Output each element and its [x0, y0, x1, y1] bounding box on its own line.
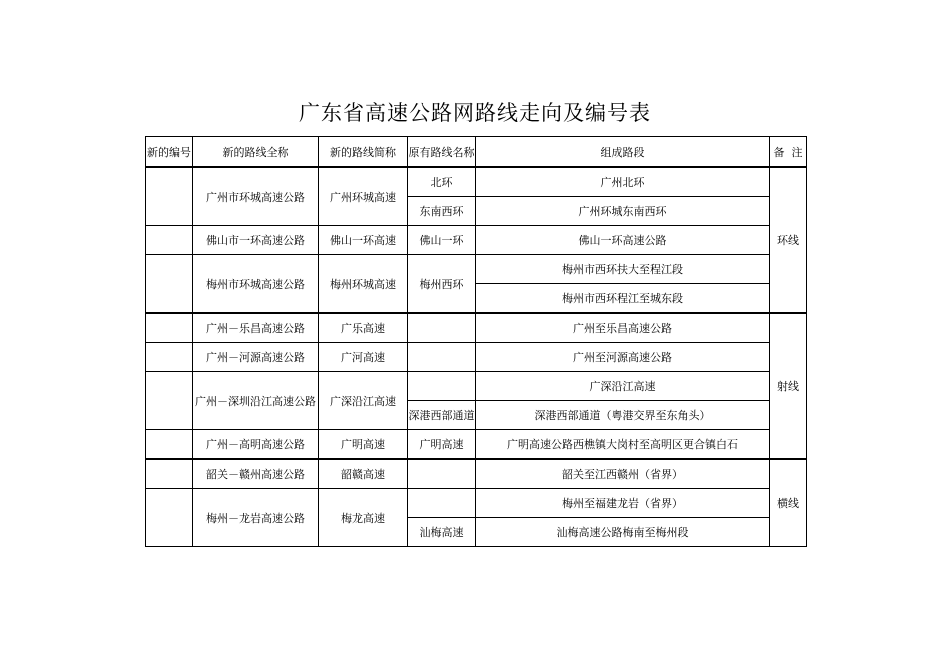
original-name: 广明高速 — [408, 430, 476, 460]
route-short-name: 韶赣高速 — [319, 459, 408, 489]
table-row — [146, 459, 807, 489]
table-row — [146, 167, 807, 197]
section: 深港西部通道（粤港交界至东角头） — [476, 401, 770, 430]
header-row — [146, 137, 807, 168]
route-number — [146, 255, 193, 314]
route-full-name: 梅州－龙岩高速公路 — [193, 489, 319, 547]
section: 汕梅高速公路梅南至梅州段 — [476, 518, 770, 547]
section: 梅州市西环扶大至程江段 — [476, 255, 770, 284]
header-remark: 备 注 — [770, 137, 807, 168]
table-row — [146, 430, 807, 460]
route-short-name: 梅龙高速 — [319, 489, 408, 547]
section: 梅州至福建龙岩（省界） — [476, 489, 770, 518]
section: 广州北环 — [476, 167, 770, 197]
section: 广深沿江高速 — [476, 372, 770, 401]
route-number — [146, 226, 193, 255]
section: 韶关至江西赣州（省界） — [476, 459, 770, 489]
table-row — [146, 226, 807, 255]
header-original-name: 原有路线名称 — [408, 137, 476, 168]
original-name: 东南西环 — [408, 197, 476, 226]
header-sections: 组成路段 — [476, 137, 770, 168]
route-number — [146, 430, 193, 460]
original-name: 深港西部通道 — [408, 401, 476, 430]
route-number — [146, 459, 193, 489]
section: 广明高速公路西樵镇大岗村至高明区更合镇白石 — [476, 430, 770, 460]
original-name — [408, 459, 476, 489]
original-name — [408, 489, 476, 518]
section: 佛山一环高速公路 — [476, 226, 770, 255]
route-short-name: 广明高速 — [319, 430, 408, 460]
route-number — [146, 489, 193, 547]
section: 广州环城东南西环 — [476, 197, 770, 226]
table-row — [146, 372, 807, 401]
route-table — [145, 136, 807, 547]
route-full-name: 广州－高明高速公路 — [193, 430, 319, 460]
remark: 环线 — [770, 167, 807, 313]
route-number — [146, 372, 193, 430]
remark: 横线 — [770, 459, 807, 547]
original-name — [408, 343, 476, 372]
route-short-name: 梅州环城高速 — [319, 255, 408, 314]
original-name — [408, 372, 476, 401]
remark: 射线 — [770, 313, 807, 459]
route-number — [146, 343, 193, 372]
route-full-name: 广州－乐昌高速公路 — [193, 313, 319, 343]
route-short-name: 佛山一环高速 — [319, 226, 408, 255]
header-short-name: 新的路线简称 — [319, 137, 408, 168]
table-row — [146, 489, 807, 518]
route-number — [146, 167, 193, 226]
table-row — [146, 255, 807, 284]
original-name — [408, 313, 476, 343]
table-row — [146, 313, 807, 343]
route-number — [146, 313, 193, 343]
route-full-name: 佛山市一环高速公路 — [193, 226, 319, 255]
original-name: 梅州西环 — [408, 255, 476, 314]
table-row — [146, 343, 807, 372]
route-full-name: 梅州市环城高速公路 — [193, 255, 319, 314]
route-full-name: 韶关－赣州高速公路 — [193, 459, 319, 489]
original-name: 佛山一环 — [408, 226, 476, 255]
header-new-number: 新的编号 — [146, 137, 193, 168]
route-full-name: 广州－深圳沿江高速公路 — [193, 372, 319, 430]
original-name: 北环 — [408, 167, 476, 197]
section: 广州至河源高速公路 — [476, 343, 770, 372]
header-full-name: 新的路线全称 — [193, 137, 319, 168]
route-short-name: 广河高速 — [319, 343, 408, 372]
route-full-name: 广州市环城高速公路 — [193, 167, 319, 226]
route-full-name: 广州－河源高速公路 — [193, 343, 319, 372]
page-title: 广东省高速公路网路线走向及编号表 — [299, 101, 651, 125]
route-short-name: 广深沿江高速 — [319, 372, 408, 430]
route-short-name: 广州环城高速 — [319, 167, 408, 226]
section: 梅州市西环程江至城东段 — [476, 284, 770, 314]
original-name: 汕梅高速 — [408, 518, 476, 547]
route-short-name: 广乐高速 — [319, 313, 408, 343]
section: 广州至乐昌高速公路 — [476, 313, 770, 343]
